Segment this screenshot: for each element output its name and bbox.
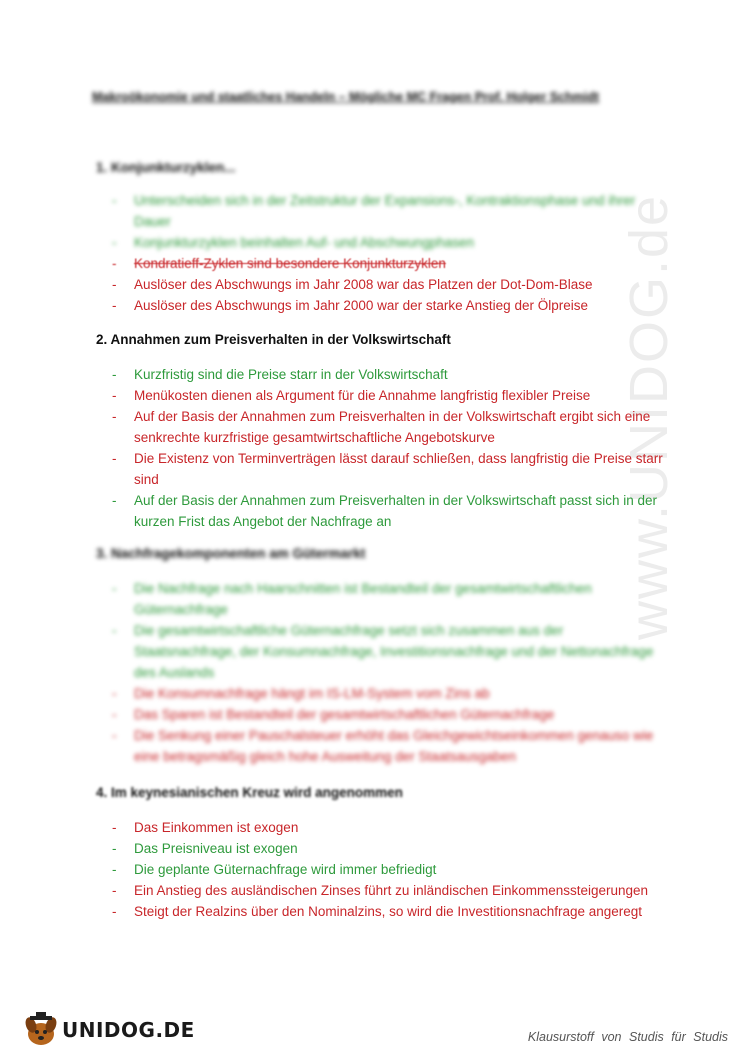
section-heading: 4. Im keynesianischen Kreuz wird angenommen [96, 785, 403, 800]
answer-item: - Ein Anstieg des ausländischen Zinses führt zu inländischen Einkommenssteigerungen [112, 880, 694, 901]
answer-item: - Das Preisniveau ist exogen [112, 838, 664, 859]
section-heading: 1. Konjunkturzyklen... [96, 160, 236, 175]
logo-text: UNIDOG.DE [62, 1018, 195, 1042]
watermark-text: www.UNIDOG.de [619, 193, 679, 640]
unidog-logo [22, 1012, 195, 1048]
answer-item: - Die Nachfrage nach Haarschnitten ist Bestandteil der gesamtwirtschaftlichen Güternachfrage [112, 578, 664, 620]
footer-tagline: Klausurstoff von Studis für Studis [527, 1030, 728, 1044]
answer-item: - Kurzfristig sind die Preise starr in der Volkswirtschaft [112, 364, 664, 385]
answer-item: - Das Sparen ist Bestandteil der gesamtwirtschaftlichen Güternachfrage [112, 704, 664, 725]
answer-item: - Kondratieff-Zyklen sind besondere Konjunkturzyklen [112, 253, 664, 274]
answer-item: - Auslöser des Abschwungs im Jahr 2000 war der starke Anstieg der Ölpreise [112, 295, 664, 316]
answer-item: - Die Konsumnachfrage hängt im IS-LM-System vom Zins ab [112, 683, 664, 704]
answer-item: - Auslöser des Abschwungs im Jahr 2008 war das Platzen der Dot-Dom-Blase [112, 274, 664, 295]
answer-item: - Konjunkturzyklen beinhalten Auf- und Abschwungphasen [112, 232, 664, 253]
answer-item: - Menükosten dienen als Argument für die Annahme langfristig flexibler Preise [112, 385, 664, 406]
section-heading: 3. Nachfragekomponenten am Gütermarkt [96, 546, 366, 561]
answer-list [112, 578, 664, 767]
answer-item: - Unterscheiden sich in der Zeitstruktur der Expansions-, Kontraktionsphase und ihrer Dauer [112, 190, 664, 232]
document-title: Makroökonomie und staatliches Handeln – Mögliche MC Fragen Prof. Holger Schmidt [92, 90, 600, 104]
answer-list [112, 364, 664, 532]
answer-item: - Steigt der Realzins über den Nominalzins, so wird die Investitionsnachfrage angeregt [112, 901, 694, 922]
answer-item: - Das Einkommen ist exogen [112, 817, 664, 838]
answer-item: - Auf der Basis der Annahmen zum Preisverhalten in der Volkswirtschaft ergibt sich eine senkrechte kurzfristige gesamtwirtschaftliche Angebotskurve [112, 406, 664, 448]
answer-item: - Die Existenz von Terminverträgen lässt darauf schließen, dass langfristig die Preise starr sind [112, 448, 664, 490]
dog-mascot-icon [22, 1012, 60, 1048]
answer-item: - Die geplante Güternachfrage wird immer befriedigt [112, 859, 664, 880]
answer-item: - Auf der Basis der Annahmen zum Preisverhalten in der Volkswirtschaft passt sich in der kurzen Frist das Angebot der Nachfrage an [112, 490, 664, 532]
answer-list [112, 190, 664, 316]
answer-list [112, 817, 694, 922]
answer-item: - Die gesamtwirtschaftliche Güternachfrage setzt sich zusammen aus der Staatsnachfrage, der Konsumnachfrage, Investitionsnachfrage und der Nettonachfrage des Auslands [112, 620, 664, 683]
answer-item: - Die Senkung einer Pauschalsteuer erhöht das Gleichgewichtseinkommen genauso wie eine betragsmäßig gleich hohe Ausweitung der Staatsausgaben [112, 725, 664, 767]
section-heading: 2. Annahmen zum Preisverhalten in der Volkswirtschaft [96, 332, 451, 347]
